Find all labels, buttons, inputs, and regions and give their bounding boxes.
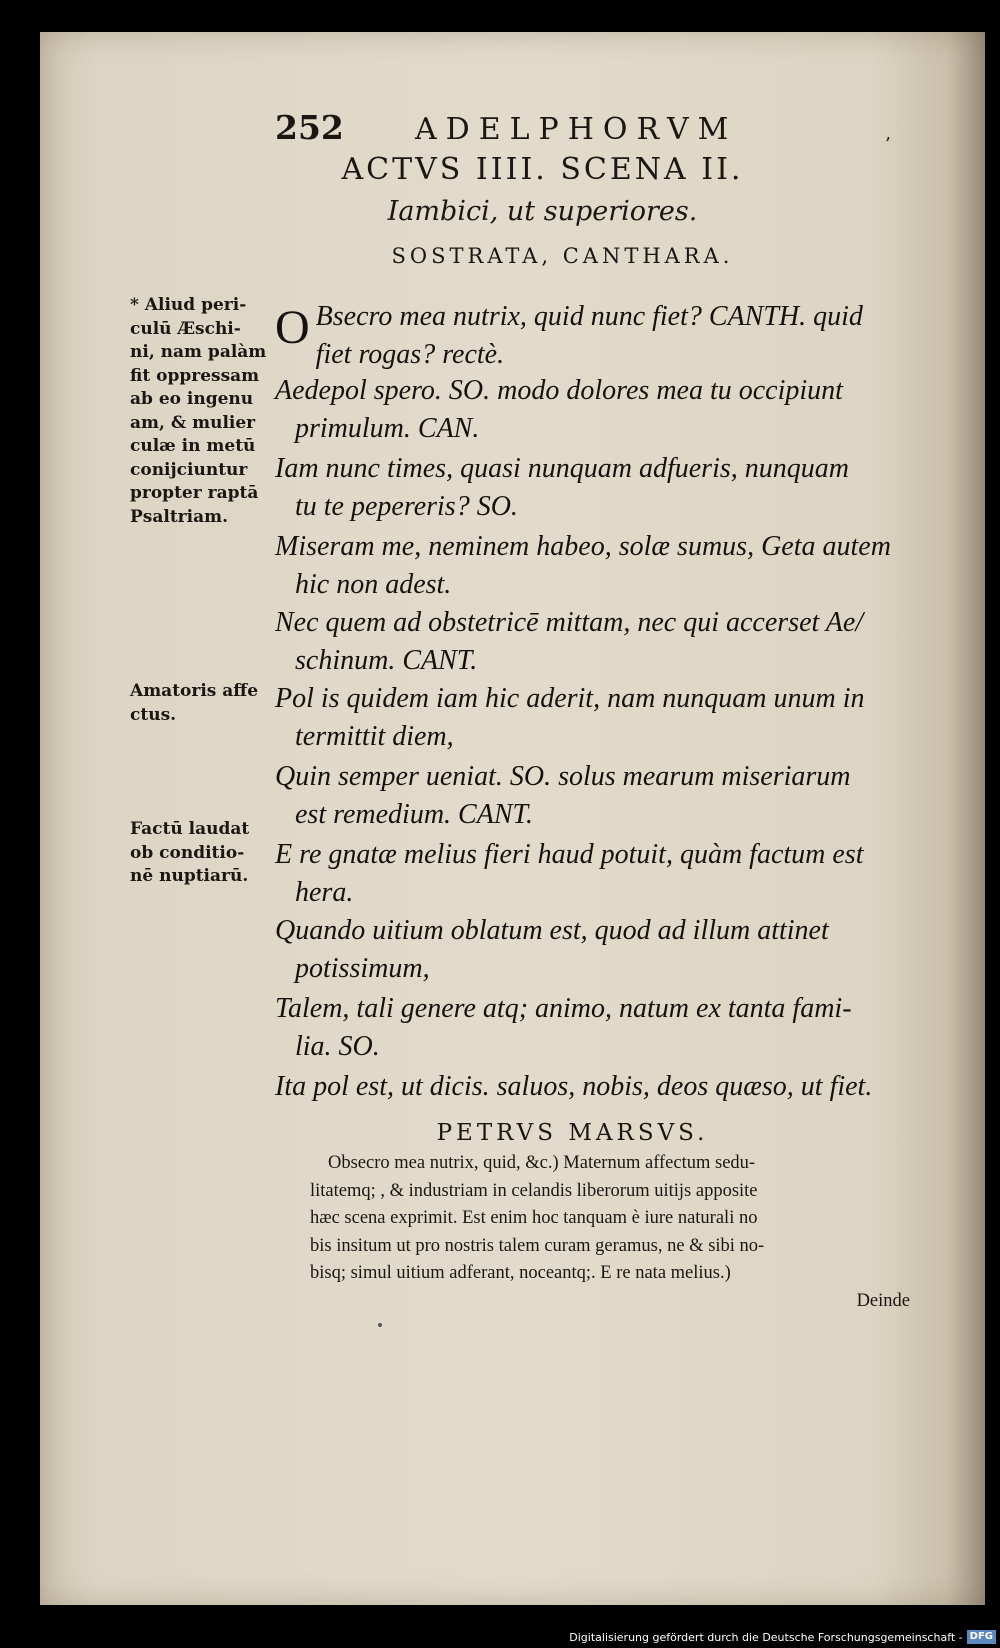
running-header (275, 108, 835, 158)
verse-line (275, 836, 915, 912)
dfg-logo: DFG (967, 1630, 996, 1644)
page-number: 252 (275, 108, 344, 147)
verse-text: Aedepol spero. SO. modo dolores mea tu occipiunt (275, 375, 843, 406)
characters-heading: SOSTRATA, CANTHARA. (391, 244, 734, 268)
verse-line (275, 528, 915, 604)
ink-spot (378, 1323, 382, 1327)
verse-text: E re gnatæ melius fieri haud potuit, quàm factum est (275, 839, 864, 870)
commentary-block (310, 1150, 910, 1315)
verse-text: potissimum, (295, 953, 430, 984)
verse-text: termittit diem, (295, 721, 454, 752)
verse-text: Bsecro mea nutrix, quid nunc fiet? CANTH. quid (315, 301, 863, 332)
verse-line (275, 990, 915, 1066)
verse-text: tu te pepereris? SO. (295, 491, 518, 522)
verse-text: Ita pol est, ut dicis. saluos, nobis, deos quæso, ut fiet. (275, 1071, 873, 1102)
commentary-line: Obsecro mea nutrix, quid, &c.) Maternum affectum sedu- (328, 1153, 756, 1173)
verse-text: Quando uitium oblatum est, quod ad illum attinet (275, 915, 829, 946)
verse-text: Pol is quidem iam hic aderit, nam nunquam unum in (275, 683, 865, 714)
margin-note: Amatoris affe ctus. (130, 681, 259, 725)
verse-line (275, 372, 915, 448)
running-title: ADELPHORVM (415, 112, 738, 147)
drop-cap: O (275, 301, 310, 354)
verse-text: primulum. CAN. (295, 413, 480, 444)
verse-text: hic non adest. (295, 569, 452, 600)
verse-text: fiet rogas? rectè. (315, 339, 505, 370)
verse-text: est remedium. CANT. (295, 799, 533, 830)
margin-note: Factū laudat ob conditio- nē nuptiarū. (130, 819, 250, 886)
verse-line (275, 912, 915, 988)
corner-mark: ’ (885, 134, 891, 155)
margin-note: * Aliud peri- culū Æschi- ni, nam palàm fit oppressam ab eo ingenu am, & mulier culæ in metū conijciuntur propter raptā Psaltriam. (130, 295, 267, 527)
meter-heading: Iambici, ut superiores. (387, 196, 698, 227)
verse-line (275, 680, 915, 756)
verse-text: Miseram me, neminem habeo, solæ sumus, Geta autem (275, 531, 891, 562)
commentary-line: bis insitum ut pro nostris talem curam geramus, ne & sibi no- (310, 1235, 765, 1256)
verse-text: hera. (295, 877, 354, 908)
footer-credit: Digitalisierung gefördert durch die Deutsche Forschungsgemeinschaft - (569, 1630, 963, 1644)
verse-line (275, 604, 915, 680)
act-scene-heading: ACTVS IIII. SCENA II. (341, 152, 744, 187)
verse-line (275, 450, 915, 526)
commentary-title: PETRVS MARSVS. (436, 1120, 709, 1146)
verse-text: Nec quem ad obstetricē mittam, nec qui accerset Ae/ (275, 607, 864, 638)
verse-line (275, 298, 915, 374)
verse-text: schinum. CANT. (295, 645, 478, 676)
commentary-line: bisq; simul uitium adferant, noceantq;. E re nata melius.) (310, 1263, 731, 1283)
verse-text: Quin semper ueniat. SO. solus mearum miseriarum (275, 761, 851, 792)
commentary-line: hæc scena exprimit. Est enim hoc tanquam è iure naturali no (310, 1208, 758, 1228)
verse-text: Talem, tali genere atq; animo, natum ex tanta fami- (275, 993, 852, 1024)
catchword: Deinde (856, 1290, 910, 1311)
commentary-line: litatemq; , & industriam in celandis liberorum uitijs apposite (310, 1180, 758, 1201)
digitization-footer (569, 1628, 996, 1646)
verse-text: Iam nunc times, quasi nunquam adfueris, nunquam (275, 453, 849, 484)
verse-text: lia. SO. (295, 1031, 380, 1062)
verse-line (275, 758, 915, 834)
verse-line (275, 1068, 915, 1106)
